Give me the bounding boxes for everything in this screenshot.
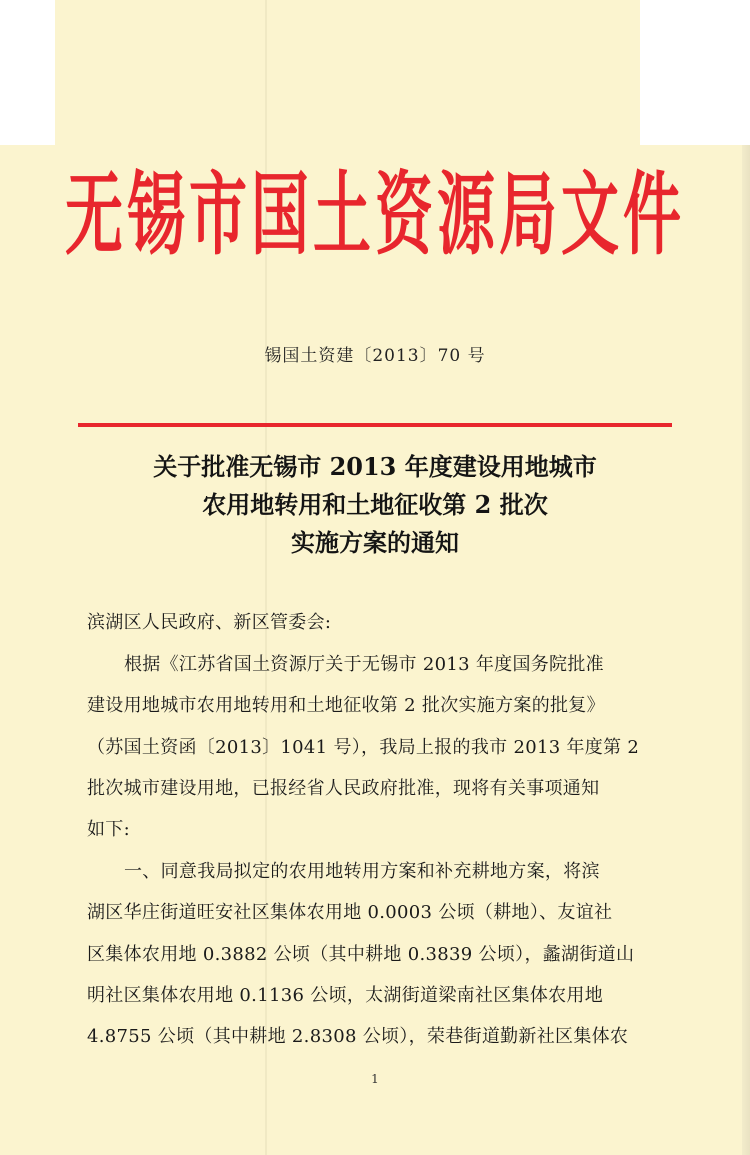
document-header-title: 无锡市国土资源局文件: [64, 161, 685, 268]
scan-edge-right: [742, 145, 750, 1155]
body-line: 一、同意我局拟定的农用地转用方案和补充耕地方案，将滨: [124, 861, 600, 882]
body-line: 区集体农用地 0.3882 公顷（其中耕地 0.3839 公顷），蠡湖街道山: [87, 944, 635, 965]
red-divider-line: [78, 423, 672, 427]
scan-margin-top-right: [640, 0, 750, 145]
body-line: 根据《江苏省国土资源厅关于无锡市 2013 年度国务院批准: [124, 654, 604, 675]
body-line: （苏国土资函〔2013〕1041 号），我局上报的我市 2013 年度第 2: [87, 737, 640, 758]
notice-title-line-1: 关于批准无锡市 2013 年度建设用地城市: [153, 452, 597, 481]
addressee-line: 滨湖区人民政府、新区管委会:: [87, 612, 332, 633]
notice-title-line-3: 实施方案的通知: [291, 528, 459, 557]
notice-title-line-2: 农用地转用和土地征收第 2 批次: [202, 490, 548, 519]
page-number: 1: [371, 1072, 379, 1086]
body-line: 湖区华庄街道旺安社区集体农用地 0.0003 公顷（耕地）、友谊社: [87, 902, 613, 923]
body-line: 建设用地城市农用地转用和土地征收第 2 批次实施方案的批复》: [87, 695, 605, 716]
body-line: 批次城市建设用地，已报经省人民政府批准，现将有关事项通知: [87, 778, 600, 799]
scan-margin-top-left: [0, 0, 55, 145]
body-line: 如下:: [87, 819, 130, 840]
body-line: 4.8755 公顷（其中耕地 2.8308 公顷），荣巷街道勤新社区集体农: [87, 1026, 629, 1047]
document-number: 锡国土资建〔2013〕70 号: [264, 346, 486, 366]
body-line: 明社区集体农用地 0.1136 公顷，太湖街道梁南社区集体农用地: [87, 985, 604, 1006]
